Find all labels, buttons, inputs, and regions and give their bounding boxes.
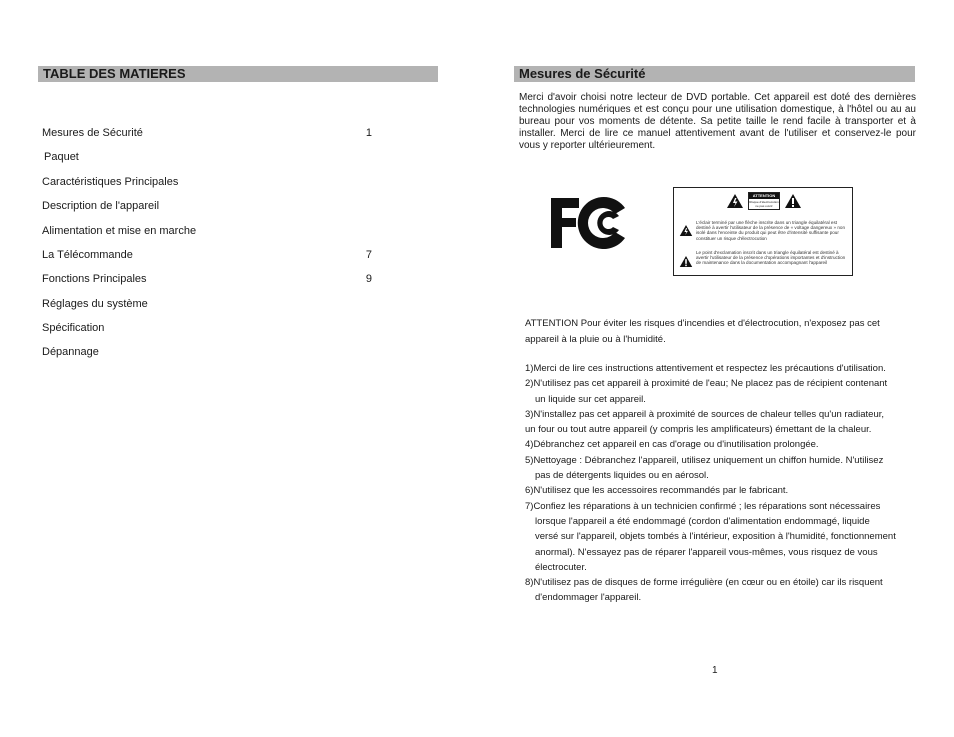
toc-entry xyxy=(42,127,372,140)
toc-entry-label: Réglages du système xyxy=(42,298,148,310)
instruction-line: 4)Débranchez cet appareil en cas d'orage ou d'inutilisation prolongée. xyxy=(525,439,819,451)
instruction-line: anormal). N'essayez pas de réparer l'appareil vous-mêmes, vous risquez de vous xyxy=(535,546,878,558)
instruction-line: lorsque l'appareil a été endommagé (cordon d'alimentation endommagé, liquide xyxy=(535,515,870,527)
toc-entry xyxy=(42,249,372,262)
toc-entry xyxy=(44,151,374,164)
instruction-line: 2)N'utilisez pas cet appareil à proximité de l'eau; Ne placez pas de récipient contenant xyxy=(525,378,888,390)
page-number: 1 xyxy=(712,665,718,676)
toc-entry-label: Dépannage xyxy=(42,346,99,358)
lightning-warning-icon xyxy=(726,193,744,209)
attention-line: ATTENTION Pour éviter les risques d'incendies et d'électrocution, n'exposez pas cet xyxy=(525,318,880,329)
instruction-line: 6)N'utilisez que les accessoires recommandés par le fabricant. xyxy=(525,485,789,497)
toc-entry-page: 1 xyxy=(365,127,372,139)
safety-title: Mesures de Sécurité xyxy=(514,66,915,82)
safety-intro: Merci d'avoir choisi notre lecteur de DVD portable. Cet appareil est doté des dernières technologies numériques et est conçu pour une utilisation domestique, à l'hôtel ou au au bureau pour vos moments de détente. Sa petite taille le rend facile à transporter et à installer. Merci de lire ce manuel attentivement avant de l'utiliser et conservez-le pour vous y reporter ultérieurement. xyxy=(519,92,916,151)
attention-notice xyxy=(525,316,915,347)
toc-entry-label: Mesures de Sécurité xyxy=(42,127,143,139)
toc-entry-label: Paquet xyxy=(44,151,79,163)
toc-entry xyxy=(42,322,372,335)
safety-instruction xyxy=(525,453,920,484)
instruction-line: 7)Confiez les réparations à un technicien confirmé ; les réparations sont nécessaires xyxy=(525,500,881,512)
toc-entry xyxy=(42,225,372,238)
toc-entry xyxy=(42,200,372,213)
instruction-line: un four ou tout autre appareil (y compris les amplificateurs) émettant de la chaleur. xyxy=(525,424,872,436)
instruction-line: 5)Nettoyage : Débranchez l'appareil, utilisez uniquement un chiffon humide. N'utilisez xyxy=(525,454,884,466)
toc-entry-label: Description de l'appareil xyxy=(42,200,160,212)
lightning-warning-icon-small xyxy=(679,224,693,237)
safety-instruction xyxy=(525,437,920,452)
instruction-line: pas de détergents liquides ou en aérosol. xyxy=(535,470,709,482)
toc-entry-label: La Télécommande xyxy=(42,249,133,261)
toc-entry-label: Fonctions Principales xyxy=(42,273,147,285)
toc-entry xyxy=(42,298,372,311)
toc-entry-page: 7 xyxy=(365,249,372,261)
instruction-line: 3)N'installez pas cet appareil à proximité de sources de chaleur telles qu'un radiateur, xyxy=(525,408,885,420)
instruction-line: d'endommager l'appareil. xyxy=(535,592,642,604)
exclamation-explanation: Le point d'exclamation inscrit dans un triangle équilatéral est destiné à avertir l'utilisateur de la présence d'opérations importantes et d'instruction de maintenance dans la documentation accompagnant l'appareil xyxy=(696,250,846,266)
toc-entry xyxy=(42,273,372,286)
safety-instruction xyxy=(525,376,920,407)
toc-entry xyxy=(42,346,372,359)
toc-entry-label: Alimentation et mise en marche xyxy=(42,225,197,237)
safety-instruction xyxy=(525,483,920,498)
warning-label xyxy=(673,187,853,276)
attention-badge-subtitle: Risque d'électrocution ne pas ouvrir xyxy=(749,200,779,208)
safety-instructions-list xyxy=(525,361,920,606)
safety-instruction xyxy=(525,361,920,376)
toc-entry xyxy=(42,176,372,189)
attention-badge-title: ATTENTION xyxy=(749,193,779,199)
toc-entry-label: Spécification xyxy=(42,322,105,334)
attention-badge xyxy=(748,192,780,210)
exclamation-warning-icon xyxy=(784,193,802,209)
instruction-line: versé sur l'appareil, objets tombés à l'intérieur, exposition à l'humidité, fonctionnement xyxy=(535,531,896,543)
safety-instruction xyxy=(525,407,920,438)
exclamation-warning-icon-small xyxy=(679,255,693,268)
safety-instruction xyxy=(525,575,920,606)
lightning-explanation: L'éclair terminé par une flèche inscrite dans un triangle équilatéral est destiné à avertir l'utilisateur de la présence de « voltage dangereux » non isolé dans l'enceinte du produit qui peut être d'intensité suffisante pour constituer un risque d'électrocution xyxy=(696,220,845,241)
instruction-line: électrocuter. xyxy=(535,561,587,573)
toc-title: TABLE DES MATIERES xyxy=(38,66,438,82)
attention-line: appareil à la pluie ou à l'humidité. xyxy=(525,333,666,345)
toc-entry-page: 9 xyxy=(365,273,372,285)
toc-entry-label: Caractéristiques Principales xyxy=(42,176,179,188)
instruction-line: 8)N'utilisez pas de disques de forme irrégulière (en cœur ou en étoile) car ils risquent xyxy=(525,577,883,589)
instruction-line: 1)Merci de lire ces instructions attentivement et respectez les précautions d'utilisation. xyxy=(525,363,886,374)
safety-instruction xyxy=(525,499,920,575)
fcc-logo-icon xyxy=(549,194,629,252)
instruction-line: un liquide sur cet appareil. xyxy=(535,393,646,405)
